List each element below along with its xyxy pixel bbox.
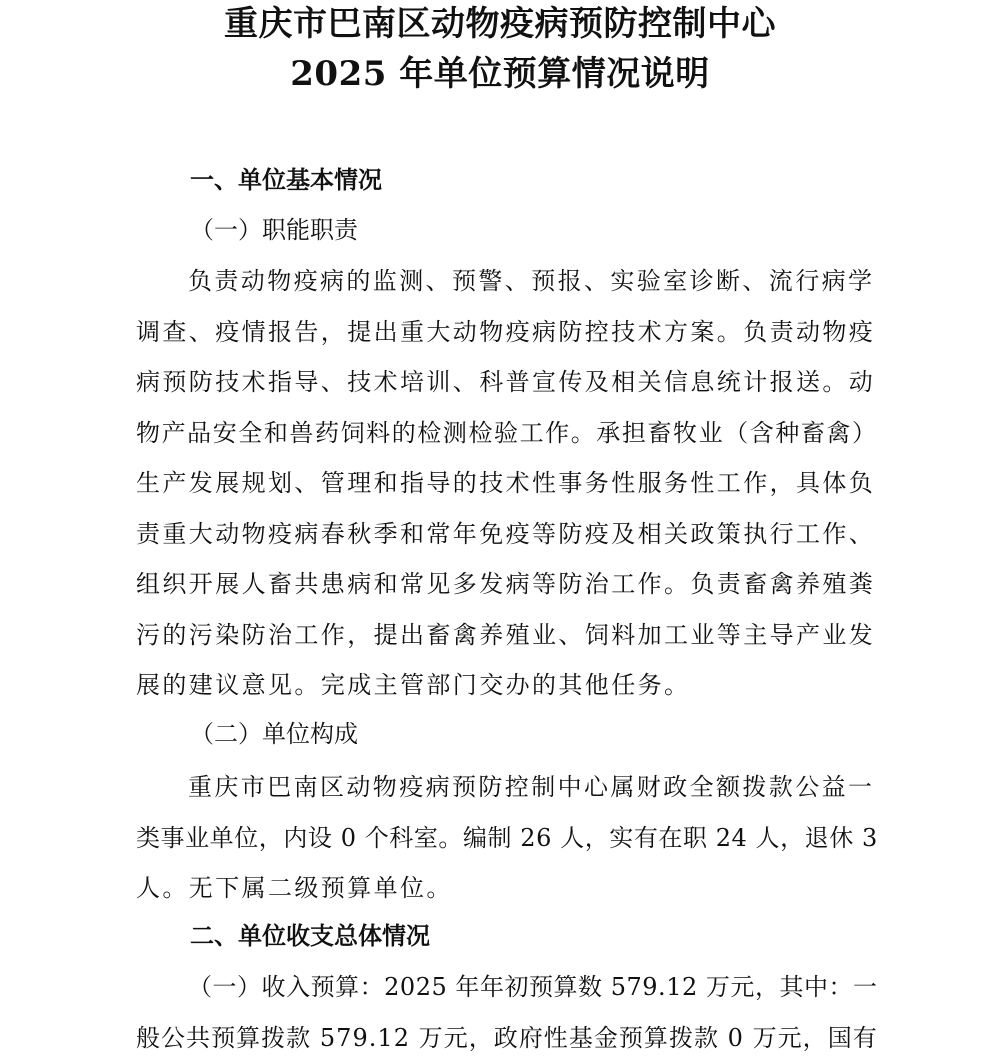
paragraph-line: 病预防技术指导、技术培训、科普宣传及相关信息统计报送。动	[136, 357, 878, 408]
paragraph-functions	[136, 256, 878, 711]
paragraph-line: 重庆市巴南区动物疫病预防控制中心属财政全额拨款公益一	[136, 762, 878, 813]
paragraph-line: 污的污染防治工作，提出畜禽养殖业、饲料加工业等主导产业发	[136, 610, 878, 661]
paragraph-line: 类事业单位，内设 0 个科室。编制 26 人，实有在职 24 人，退休 3	[136, 813, 878, 864]
paragraph-composition	[136, 762, 878, 914]
document-title-line-2: 2025 年单位预算情况说明	[0, 52, 1000, 96]
section-heading-budget-overview: 二、单位收支总体情况	[190, 916, 430, 956]
paragraph-line: 物产品安全和兽药饲料的检测检验工作。承担畜牧业（含种畜禽）	[136, 408, 878, 459]
paragraph-line: 调查、疫情报告，提出重大动物疫病防控技术方案。负责动物疫	[136, 307, 878, 358]
paragraph-line: 责重大动物疫病春秋季和常年免疫等防疫及相关政策执行工作、	[136, 509, 878, 560]
paragraph-line: （一）收入预算：2025 年年初预算数 579.12 万元，其中：一	[136, 962, 878, 1013]
subsection-heading-functions: （一）职能职责	[190, 210, 358, 250]
paragraph-line: 人。无下属二级预算单位。	[136, 863, 878, 914]
document-title-line-1: 重庆市巴南区动物疫病预防控制中心	[0, 2, 1000, 46]
section-heading-basic-info: 一、单位基本情况	[190, 160, 382, 200]
subsection-heading-composition: （二）单位构成	[190, 714, 358, 754]
paragraph-income-budget	[136, 962, 878, 1063]
paragraph-line: 负责动物疫病的监测、预警、预报、实验室诊断、流行病学	[136, 256, 878, 307]
paragraph-line: 般公共预算拨款 579.12 万元，政府性基金预算拨款 0 万元，国有	[136, 1013, 878, 1063]
paragraph-line: 生产发展规划、管理和指导的技术性事务性服务性工作，具体负	[136, 458, 878, 509]
paragraph-line: 展的建议意见。完成主管部门交办的其他任务。	[136, 660, 878, 711]
paragraph-line: 组织开展人畜共患病和常见多发病等防治工作。负责畜禽养殖粪	[136, 559, 878, 610]
